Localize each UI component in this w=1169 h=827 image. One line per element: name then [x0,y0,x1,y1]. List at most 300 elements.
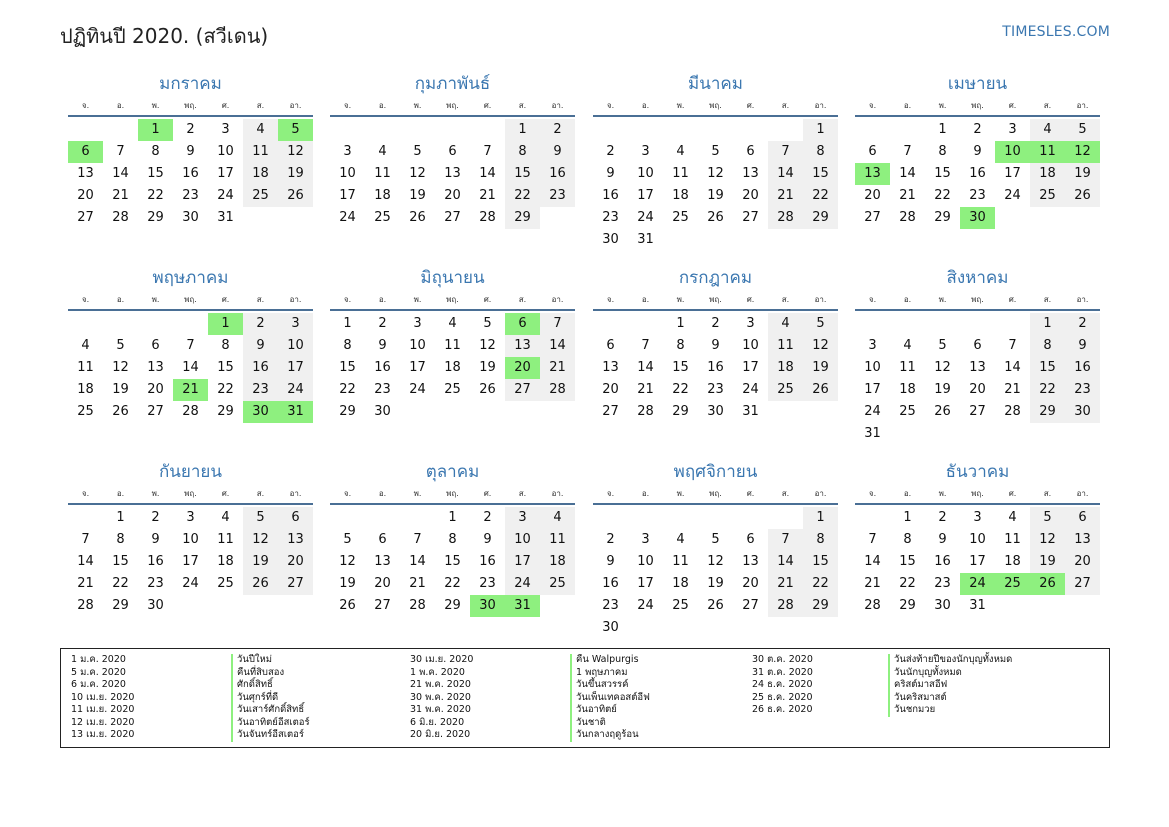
day-cell: 17 [339,188,356,203]
month-block [330,460,575,617]
weekday-label: ศ. [483,489,492,498]
weekday-header [330,485,575,503]
holiday-date: 13 เม.ย. 2020 [71,729,135,740]
weekday-label: อ. [641,489,650,498]
week-row [855,595,1100,617]
day-cell: 22 [934,188,951,203]
holiday-date: 26 ธ.ค. 2020 [752,704,813,715]
day-cell: 7 [641,338,650,353]
day-cell: 15 [147,166,164,181]
day-cell: 8 [803,141,838,163]
day-cell: 23 [374,382,391,397]
month-divider [330,309,575,311]
weekday-label: ศ. [1008,295,1017,304]
weekday-label: พ. [938,489,947,498]
day-cell: 24 [1004,188,1021,203]
day-cell: 10 [409,338,426,353]
week-row [855,185,1100,207]
day-cell: 20 [864,188,881,203]
day-cell: 25 [995,573,1030,595]
month-divider [593,115,838,117]
day-cell: 30 [243,401,278,423]
week-row [855,119,1100,141]
day-cell: 2 [938,510,947,525]
empty-day-cell [173,595,208,617]
empty-day-cell [995,595,1030,617]
day-cell: 26 [339,598,356,613]
day-cell: 8 [505,141,540,163]
weekday-header [68,97,313,115]
day-cell: 26 [409,210,426,225]
day-cell: 9 [378,338,387,353]
weekday-label: อ. [903,101,912,110]
day-cell: 25 [768,379,803,401]
empty-day-cell [68,119,103,141]
day-cell: 8 [151,144,160,159]
day-cell: 26 [112,404,129,419]
day-cell: 13 [742,166,759,181]
day-cell: 11 [243,141,278,163]
day-cell: 14 [112,166,129,181]
day-cell: 4 [81,338,90,353]
week-row [68,529,313,551]
weekday-label: พฤ. [709,101,722,110]
month-block [68,460,313,617]
day-cell: 14 [479,166,496,181]
weekday-label: อ. [903,295,912,304]
day-cell: 16 [602,576,619,591]
day-cell: 26 [243,573,278,595]
day-cell: 27 [864,210,881,225]
day-cell: 21 [173,379,208,401]
day-cell: 4 [540,507,575,529]
day-cell: 30 [934,598,951,613]
weekday-label: อา. [289,295,302,304]
empty-day-cell [435,119,470,141]
day-cell: 17 [217,166,234,181]
day-cell: 7 [186,338,195,353]
day-cell: 23 [1065,379,1100,401]
day-cell: 31 [505,595,540,617]
week-row [330,163,575,185]
day-cell: 3 [186,510,195,525]
empty-day-cell [400,507,435,529]
day-cell: 1 [208,313,243,335]
weekday-label: ศ. [1008,101,1017,110]
week-row [855,313,1100,335]
month-divider [68,115,313,117]
day-cell: 19 [707,188,724,203]
empty-day-cell [243,595,278,617]
day-cell: 18 [672,576,689,591]
day-cell: 27 [969,404,986,419]
week-row [855,573,1100,595]
empty-day-cell [1065,423,1100,445]
holiday-dates-column [71,654,134,742]
day-cell: 11 [1004,532,1021,547]
weekday-label: อ. [378,295,387,304]
day-cell: 16 [479,554,496,569]
weekday-label: อ. [641,101,650,110]
day-cell: 26 [707,598,724,613]
day-cell: 16 [969,166,986,181]
week-row [593,529,838,551]
day-cell: 15 [803,551,838,573]
empty-day-cell [663,119,698,141]
week-row [68,313,313,335]
week-row [68,379,313,401]
day-cell: 17 [864,382,881,397]
day-cell: 1 [138,119,173,141]
day-cell: 15 [112,554,129,569]
day-cell: 21 [112,188,129,203]
day-cell: 21 [1004,382,1021,397]
week-row [593,507,838,529]
day-cell: 2 [186,122,195,137]
weekday-label: พฤ. [971,101,984,110]
empty-day-cell [1065,207,1100,229]
day-cell: 11 [77,360,94,375]
weekday-label: จ. [868,489,877,498]
holiday-date: 24 ธ.ค. 2020 [752,679,813,690]
holiday-name: วันขึ้นสวรรค์ [570,679,650,692]
day-cell: 11 [217,532,234,547]
day-cell: 12 [243,529,278,551]
empty-day-cell [960,423,995,445]
day-cell: 7 [540,313,575,335]
day-cell: 27 [374,598,391,613]
empty-day-cell [593,507,628,529]
holiday-date: 5 ม.ค. 2020 [71,666,126,678]
empty-day-cell [173,313,208,335]
day-cell: 10 [278,335,313,357]
day-cell: 26 [803,379,838,401]
day-cell: 1 [116,510,125,525]
week-row [855,335,1100,357]
week-row [330,401,575,423]
week-row [593,119,838,141]
empty-day-cell [855,119,890,141]
day-cell: 18 [672,188,689,203]
day-cell: 17 [742,360,759,375]
month-name: สิงหาคม [946,268,1009,288]
day-cell: 10 [637,554,654,569]
holiday-name: วันชกมวย [888,704,1012,717]
weekday-label: พ. [151,295,160,304]
day-cell: 20 [444,188,461,203]
day-cell: 8 [803,529,838,551]
week-row [330,507,575,529]
day-cell: 6 [606,338,615,353]
day-cell: 18 [1004,554,1021,569]
holiday-name: วันอาทิตย์ [570,704,650,717]
weekday-header [593,97,838,115]
brand-link[interactable]: TIMESLES.COM [1002,24,1110,40]
day-cell: 6 [448,144,457,159]
day-cell: 28 [899,210,916,225]
day-cell: 15 [899,554,916,569]
weekday-header [68,485,313,503]
week-row [855,379,1100,401]
day-cell: 16 [540,163,575,185]
week-row [593,551,838,573]
day-cell: 12 [409,166,426,181]
day-cell: 8 [1030,335,1065,357]
weekday-label: ศ. [483,101,492,110]
day-cell: 18 [217,554,234,569]
holiday-name: วันชาติ [570,717,650,730]
day-cell: 22 [444,576,461,591]
day-cell: 22 [339,382,356,397]
holiday-date: 1 ม.ค. 2020 [71,654,126,665]
holiday-date: 6 ม.ค. 2020 [71,679,126,690]
day-cell: 30 [1065,401,1100,423]
weekday-label: พ. [413,295,422,304]
day-cell: 13 [969,360,986,375]
day-cell: 12 [803,335,838,357]
day-cell: 22 [1030,379,1065,401]
day-cell: 2 [483,510,492,525]
day-cell: 20 [77,188,94,203]
day-cell: 23 [934,576,951,591]
day-cell: 23 [602,598,619,613]
day-cell: 1 [938,122,947,137]
day-cell: 18 [374,188,391,203]
day-cell: 2 [606,144,615,159]
day-cell: 5 [1030,507,1065,529]
week-row [593,401,838,423]
day-cell: 10 [217,144,234,159]
day-cell: 14 [637,360,654,375]
empty-day-cell [68,507,103,529]
month-name: ธันวาคม [945,462,1010,482]
day-cell: 22 [803,573,838,595]
day-cell: 24 [864,404,881,419]
weekday-label: จ. [343,295,352,304]
empty-day-cell [768,507,803,529]
day-cell: 24 [182,576,199,591]
week-row [593,207,838,229]
week-row [593,141,838,163]
day-cell: 18 [768,357,803,379]
day-cell: 8 [221,338,230,353]
empty-day-cell [768,229,803,251]
day-cell: 19 [278,163,313,185]
day-cell: 25 [243,185,278,207]
month-name: พฤศจิกายน [673,462,758,482]
day-cell: 13 [374,554,391,569]
weekday-label: จ. [606,101,615,110]
day-cell: 8 [116,532,125,547]
weekday-label: พฤ. [971,489,984,498]
week-row [593,379,838,401]
day-cell: 8 [676,338,685,353]
day-cell: 15 [339,360,356,375]
month-name: เมษายน [947,74,1008,94]
weekday-label: ส. [781,295,790,304]
day-cell: 2 [711,316,720,331]
day-cell: 15 [217,360,234,375]
day-cell: 30 [602,232,619,247]
empty-day-cell [208,595,243,617]
empty-day-cell [698,229,733,251]
day-cell: 24 [278,379,313,401]
day-cell: 25 [444,382,461,397]
empty-day-cell [330,119,365,141]
empty-day-cell [663,507,698,529]
weekday-label: ศ. [746,295,755,304]
empty-day-cell [995,207,1030,229]
day-cell: 22 [672,382,689,397]
week-row [855,507,1100,529]
day-cell: 28 [637,404,654,419]
day-cell: 27 [77,210,94,225]
day-cell: 24 [960,573,995,595]
month-name: มิถุนายน [420,268,485,288]
empty-day-cell [628,313,663,335]
day-cell: 9 [243,335,278,357]
day-cell: 10 [637,166,654,181]
day-cell: 4 [676,144,685,159]
weekday-label: อา. [814,295,827,304]
day-cell: 8 [448,532,457,547]
weekday-label: พ. [676,295,685,304]
week-row [330,357,575,379]
weekday-label: จ. [606,295,615,304]
day-cell: 23 [602,210,619,225]
holiday-date: 12 เม.ย. 2020 [71,716,135,728]
empty-day-cell [803,401,838,423]
day-cell: 9 [186,144,195,159]
month-divider [855,309,1100,311]
weekday-label: พฤ. [184,101,197,110]
weekday-label: พฤ. [709,295,722,304]
weekday-label: ส. [256,101,265,110]
day-cell: 4 [1030,119,1065,141]
day-cell: 7 [768,141,803,163]
weekday-label: ศ. [1008,489,1017,498]
week-row [593,595,838,617]
day-cell: 23 [147,576,164,591]
day-cell: 21 [864,576,881,591]
week-row [330,313,575,335]
month-block [593,72,838,251]
day-cell: 30 [602,620,619,635]
weekday-label: ส. [1043,101,1052,110]
month-block [855,460,1100,617]
day-cell: 26 [707,210,724,225]
week-row [330,207,575,229]
holiday-name: วันปีใหม่ [231,654,310,667]
week-row [593,163,838,185]
month-name: กรกฎาคม [678,268,753,288]
day-cell: 20 [1065,551,1100,573]
weekday-label: อ. [116,101,125,110]
day-cell: 14 [77,554,94,569]
empty-day-cell [733,229,768,251]
day-cell: 27 [147,404,164,419]
day-cell: 7 [413,532,422,547]
weekday-label: อา. [1076,101,1089,110]
day-cell: 22 [899,576,916,591]
day-cell: 25 [899,404,916,419]
empty-day-cell [925,313,960,335]
day-cell: 11 [672,166,689,181]
day-cell: 12 [112,360,129,375]
week-row [855,207,1100,229]
day-cell: 6 [746,532,755,547]
day-cell: 27 [278,573,313,595]
weekday-label: พฤ. [709,489,722,498]
day-cell: 5 [243,507,278,529]
day-cell: 19 [803,357,838,379]
day-cell: 24 [217,188,234,203]
day-cell: 6 [151,338,160,353]
weekday-label: ศ. [746,101,755,110]
day-cell: 15 [1030,357,1065,379]
day-cell: 6 [973,338,982,353]
day-cell: 26 [1065,185,1100,207]
week-row [855,141,1100,163]
empty-day-cell [470,401,505,423]
weekday-label: จ. [343,489,352,498]
month-block [855,72,1100,229]
day-cell: 17 [969,554,986,569]
day-cell: 30 [374,404,391,419]
day-cell: 28 [540,379,575,401]
day-cell: 23 [540,185,575,207]
weekday-label: พฤ. [446,295,459,304]
day-cell: 12 [1065,141,1100,163]
week-row [330,119,575,141]
day-cell: 12 [707,166,724,181]
week-row [330,529,575,551]
weekday-header [330,291,575,309]
week-row [68,573,313,595]
day-cell: 15 [444,554,461,569]
month-name: ตุลาคม [425,462,480,482]
day-cell: 29 [934,210,951,225]
day-cell: 29 [147,210,164,225]
day-cell: 2 [540,119,575,141]
weekday-label: ส. [781,489,790,498]
day-cell: 28 [768,595,803,617]
weekday-label: อา. [551,489,564,498]
empty-day-cell [243,207,278,229]
holiday-name: 1 พฤษภาคม [570,667,650,680]
day-cell: 4 [676,532,685,547]
weekday-header [593,485,838,503]
day-cell: 31 [278,401,313,423]
day-cell: 25 [1030,185,1065,207]
day-cell: 13 [278,529,313,551]
weekday-header [855,97,1100,115]
holiday-name: คืนที่สิบสอง [231,667,310,680]
week-row [330,573,575,595]
day-cell: 27 [602,404,619,419]
day-cell: 3 [413,316,422,331]
day-cell: 29 [899,598,916,613]
empty-day-cell [365,507,400,529]
day-cell: 23 [243,379,278,401]
day-cell: 19 [1065,163,1100,185]
empty-day-cell [278,207,313,229]
holiday-name: คืน Walpurgis [570,654,650,667]
weekday-label: พ. [413,101,422,110]
empty-day-cell [890,119,925,141]
week-row [68,595,313,617]
day-cell: 31 [864,426,881,441]
